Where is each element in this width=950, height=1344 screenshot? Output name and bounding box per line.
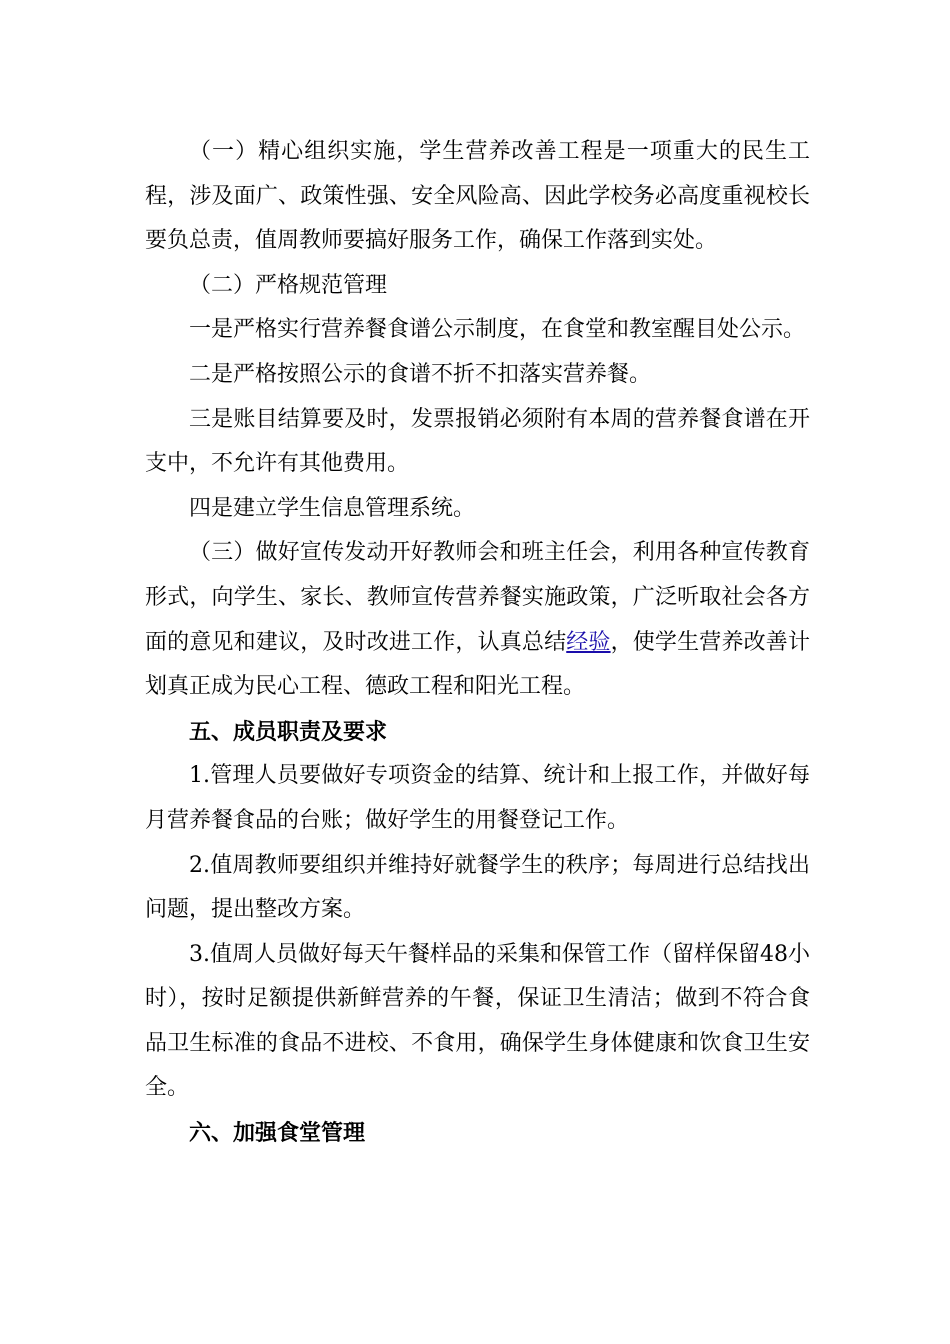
- paragraph-publicity-mobilization: [145, 531, 810, 709]
- paragraph-account-settlement: 三是账目结算要及时，发票报销必须附有本周的营养餐食谱在开支中，不允许有其他费用。: [145, 406, 810, 477]
- section-heading-canteen-management: 六、加强食堂管理: [189, 1120, 366, 1147]
- publicity-text-before: （三）做好宣传发动开好教师会和班主任会，利用各种宣传教育形式，向学生、家长、教师宣传营养餐实施政策，广泛听取社会各方面的意见和建议，及时改进工作，认真总结: [145, 540, 810, 655]
- publicity-text-after: ，使学生营养改善计划真正成为民心工程、德政工程和阳光工程。: [145, 629, 810, 700]
- section-heading-member-duties: 五、成员职责及要求: [189, 718, 388, 745]
- paragraph-organize-implementation: （一）精心组织实施，学生营养改善工程是一项重大的民生工程，涉及面广、政策性强、安全风险高、因此学校务必高度重视校长要负总责，值周教师要搞好服务工作，确保工作落到实处。: [145, 139, 810, 254]
- paragraph-menu-publicity: 一是严格实行营养餐食谱公示制度，在食堂和教室醒目处公示。: [189, 317, 806, 343]
- paragraph-strict-management-title: （二）严格规范管理: [189, 272, 388, 298]
- experience-link[interactable]: 经验: [566, 629, 611, 655]
- document-body: [145, 130, 810, 1156]
- paragraph-duty-managers: 1.管理人员要做好专项资金的结算、统计和上报工作，并做好每月营养餐食品的台账；做好学生的用餐登记工作。: [145, 763, 810, 833]
- paragraph-menu-implementation: 二是严格按照公示的食谱不折不扣落实营养餐。: [189, 361, 652, 387]
- paragraph-student-info-system: 四是建立学生信息管理系统。: [189, 495, 476, 521]
- paragraph-duty-teachers: 2.值周教师要组织并维持好就餐学生的秩序；每周进行总结找出问题，提出整改方案。: [145, 852, 810, 923]
- paragraph-duty-staff: 3.值周人员做好每天午餐样品的采集和保管工作（留样保留48小时），按时足额提供新鲜营养的午餐，保证卫生清洁；做到不符合食品卫生标准的食品不进校、不食用，确保学生身体健康和饮食卫生安全。: [145, 941, 810, 1101]
